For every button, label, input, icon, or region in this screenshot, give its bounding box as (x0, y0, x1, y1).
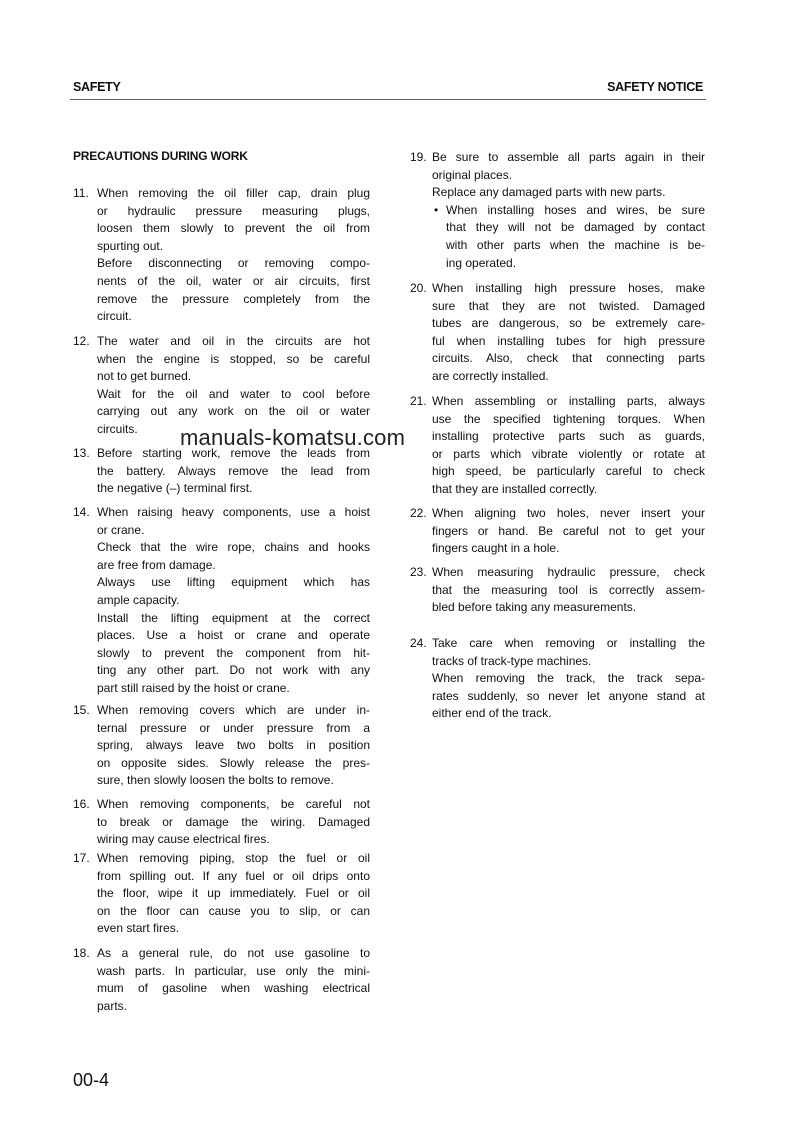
text-line: Always use lifting equipment which has (97, 575, 370, 590)
item-number: 18. (73, 946, 90, 960)
text-line: parts. (97, 998, 128, 1013)
text-line: nents of the oil, water or air circuits, first (97, 273, 370, 288)
item-number: 21. (410, 394, 427, 408)
paragraph (97, 445, 370, 498)
text-line: are correctly installed. (432, 368, 549, 383)
paragraph (97, 702, 370, 790)
paragraph (97, 610, 370, 698)
text-line: spurting out. (97, 238, 164, 253)
text-line: or crane. (97, 522, 145, 537)
item-body (97, 504, 370, 698)
text-line: on the floor can cause you to slip, or can (97, 903, 370, 918)
item-number: 12. (73, 334, 90, 348)
page-number: 00-4 (73, 1070, 110, 1090)
bullet-item (432, 202, 705, 272)
text-line: When raising heavy components, use a hoist (97, 505, 370, 519)
text-line: ful when installing tubes for high pressure (432, 333, 705, 348)
text-line: circuit. (97, 309, 132, 324)
text-line: The water and oil in the circuits are hot (97, 334, 370, 348)
item-body (97, 945, 370, 1015)
text-line: the negative (–) terminal first. (97, 481, 253, 496)
text-line: Before starting work, remove the leads from (97, 446, 370, 460)
text-line: that they are installed correctly. (432, 481, 598, 496)
text-line: mum of gasoline when washing electrical (97, 981, 370, 996)
text-line: tracks of track-type machines. (432, 653, 592, 668)
item-number: 13. (73, 446, 90, 460)
text-line: When installing hoses and wires, be sure (446, 202, 705, 217)
text-line: fingers or hand. Be careful not to get your (432, 523, 705, 538)
item-number: 19. (410, 150, 427, 164)
text-line: When removing the track, the track sepa- (432, 671, 705, 686)
paragraph (97, 185, 370, 255)
text-line: circuits. Also, check that connecting parts (432, 351, 705, 366)
text-line: When removing piping, stop the fuel or oil (97, 851, 370, 865)
text-line: loosen them slowly to prevent the oil from (97, 221, 370, 236)
section-heading: PRECAUTIONS DURING WORK (73, 149, 248, 163)
item-number: 11. (73, 186, 89, 200)
item-body (432, 564, 705, 617)
item-body (97, 185, 370, 326)
text-line: When removing components, be careful not (97, 797, 370, 811)
text-line: ing operated. (446, 255, 517, 270)
text-line: Be sure to assemble all parts again in their (432, 150, 705, 164)
paragraph (97, 796, 370, 849)
header-divider (70, 99, 706, 100)
item-number: 24. (410, 636, 427, 650)
item-body (432, 149, 705, 272)
text-line: Replace any damaged parts with new parts. (432, 185, 666, 200)
text-line: even start fires. (97, 921, 180, 936)
paragraph (432, 505, 705, 558)
text-line: the floor, wipe it up immediately. Fuel or oil (97, 886, 370, 901)
text-line: When measuring hydraulic pressure, check (432, 565, 705, 579)
item-body (432, 393, 705, 499)
item-body (432, 505, 705, 558)
paragraph (97, 539, 370, 574)
item-number: 20. (410, 281, 427, 295)
text-line: Take care when removing or installing the (432, 636, 705, 650)
paragraph (97, 574, 370, 609)
text-line: When aligning two holes, never insert your (432, 506, 705, 520)
text-line: remove the pressure completely from the (97, 291, 370, 306)
text-line: the battery. Always remove the lead from (97, 463, 370, 478)
text-line: slowly to prevent the component from hit- (97, 645, 370, 660)
item-body (97, 796, 370, 849)
text-line: places. Use a hoist or crane and operate (97, 628, 370, 643)
text-line: original places. (432, 167, 513, 182)
text-line: use the specified tightening torques. When (432, 411, 705, 426)
text-line: Install the lifting equipment at the correct (97, 610, 370, 625)
item-body (97, 702, 370, 790)
text-line: on opposite sides. Slowly release the pres- (97, 755, 370, 770)
paragraph (432, 280, 705, 386)
item-body (97, 850, 370, 938)
item-number: 17. (73, 851, 90, 865)
item-number: 23. (410, 565, 427, 579)
text-line: high speed, be particularly careful to check (432, 464, 705, 479)
paragraph (432, 670, 705, 723)
text-line: carrying out any work on the oil or water (97, 404, 370, 419)
text-line: that the measuring tool is correctly assem- (432, 582, 705, 597)
text-line: wiring may cause electrical fires. (97, 832, 270, 847)
header-page-title: SAFETY NOTICE (607, 80, 703, 94)
paragraph (432, 564, 705, 617)
item-body (97, 333, 370, 439)
item-body (432, 280, 705, 386)
text-line: tubes are dangerous, so be extremely care- (432, 316, 705, 331)
text-line: ternal pressure or under pressure from a (97, 720, 370, 735)
item-body (97, 445, 370, 498)
text-line: Check that the wire rope, chains and hooks (97, 540, 370, 555)
text-line: with other parts when the machine is be- (446, 237, 705, 252)
paragraph (97, 255, 370, 325)
text-line: When removing the oil filler cap, drain plug (97, 186, 370, 200)
item-number: 22. (410, 506, 427, 520)
text-line: installing protective parts such as guards, (432, 429, 705, 444)
paragraph (432, 149, 705, 184)
text-line: to break or damage the wiring. Damaged (97, 814, 370, 829)
watermark: manuals-komatsu.com (180, 425, 406, 450)
text-line: or hydraulic pressure measuring plugs, (97, 203, 370, 218)
item-body (432, 635, 705, 723)
text-line: wash parts. In particular, use only the mini- (97, 963, 370, 978)
paragraph (432, 393, 705, 499)
text-line: not to get burned. (97, 369, 192, 384)
text-line: When assembling or installing parts, always (432, 394, 705, 408)
text-line: from spilling out. If any fuel or oil drips onto (97, 868, 370, 883)
text-line: Before disconnecting or removing compo- (97, 256, 370, 271)
paragraph (97, 945, 370, 1015)
text-line: are free from damage. (97, 557, 216, 572)
text-line: spring, always leave two bolts in position (97, 738, 370, 753)
text-line: or parts which vibrate violently or rotate at (432, 446, 705, 461)
item-number: 15. (73, 703, 90, 717)
text-line: When installing high pressure hoses, make (432, 281, 705, 295)
text-line: When removing covers which are under in- (97, 703, 370, 717)
item-number: 14. (73, 505, 90, 519)
paragraph (432, 184, 705, 202)
text-line: fingers caught in a hole. (432, 541, 560, 556)
item-number: 16. (73, 797, 90, 811)
paragraph (97, 333, 370, 386)
text-line: Wait for the oil and water to cool before (97, 386, 370, 401)
text-line: As a general rule, do not use gasoline to (97, 946, 370, 960)
text-line: circuits. (97, 421, 138, 436)
text-line: part still raised by the hoist or crane. (97, 680, 290, 695)
text-line: either end of the track. (432, 706, 552, 721)
header-section-title: SAFETY (73, 80, 121, 94)
text-line: sure that they are not twisted. Damaged (432, 298, 705, 313)
text-line: that they will not be damaged by contact (446, 220, 705, 235)
text-line: ample capacity. (97, 592, 180, 607)
text-line: when the engine is stopped, so be careful (97, 351, 370, 366)
bullet-icon: • (434, 202, 439, 217)
text-line: sure, then slowly loosen the bolts to remove. (97, 773, 334, 788)
paragraph (432, 635, 705, 670)
text-line: rates suddenly, so never let anyone stand at (432, 688, 705, 703)
text-line: bled before taking any measurements. (432, 600, 637, 615)
paragraph (97, 850, 370, 938)
text-line: ting any other part. Do not work with any (97, 663, 370, 678)
paragraph (97, 504, 370, 539)
